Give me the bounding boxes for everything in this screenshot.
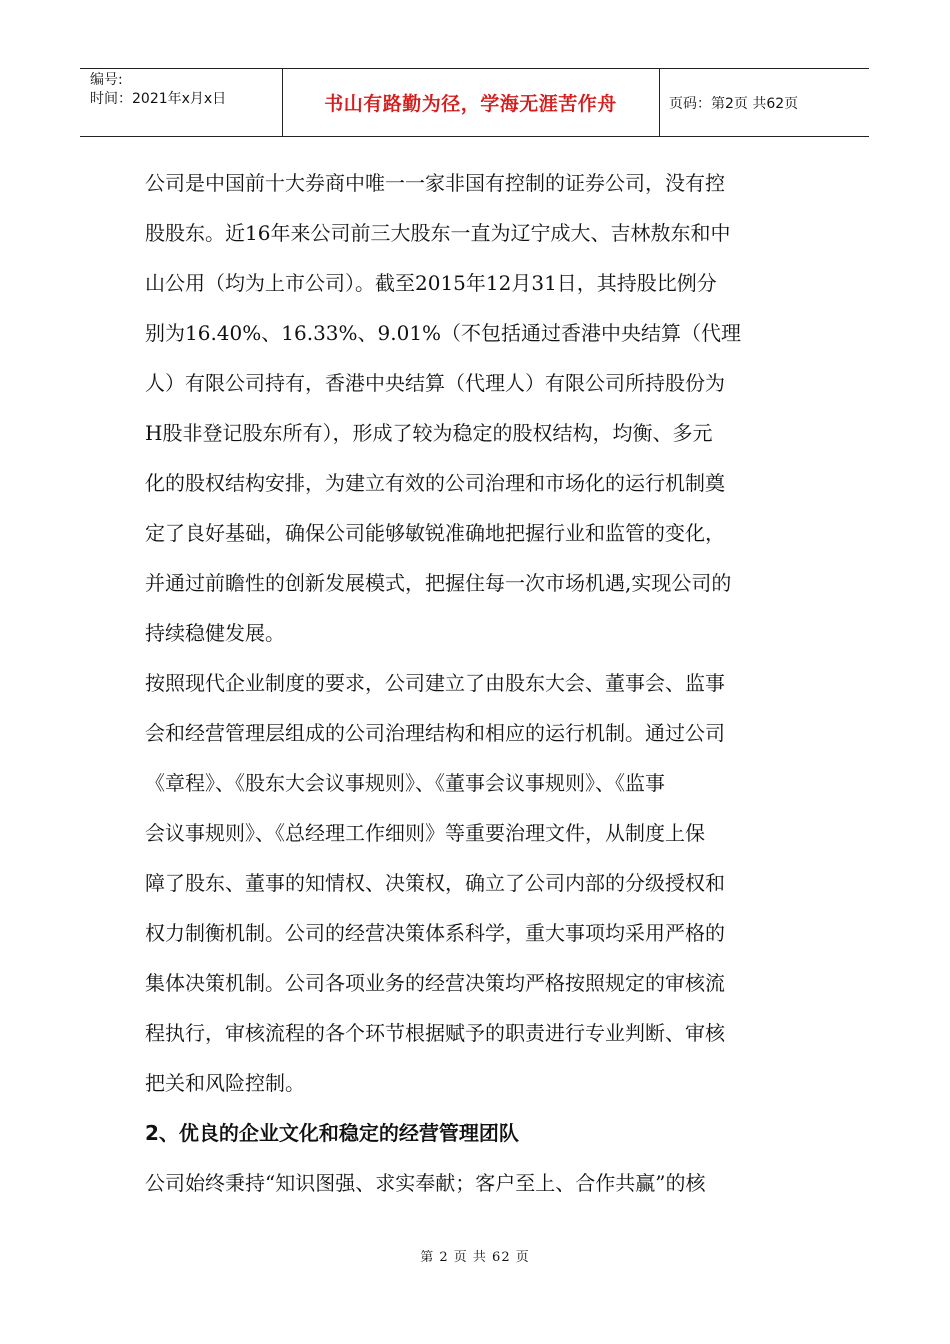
- body-line: 人）有限公司持有，香港中央结算（代理人）有限公司所持股份为: [145, 371, 725, 395]
- body-line: 权力制衡机制。公司的经营决策体系科学，重大事项均采用严格的: [145, 921, 725, 945]
- header-page-info: 页码：第2页 共62页: [669, 95, 799, 112]
- body-line: 定了良好基础，确保公司能够敏锐准确地把握行业和监管的变化，: [145, 521, 725, 545]
- body-line: 股股东。近16年来公司前三大股东一直为辽宁成大、吉林敖东和中: [145, 221, 731, 245]
- body-line: 山公用（均为上市公司）。截至2015年12月31日，其持股比例分: [145, 271, 717, 295]
- body-line: 程执行，审核流程的各个环节根据赋予的职责进行专业判断、审核: [145, 1021, 725, 1045]
- body-line: 公司始终秉持“知识图强、求实奉献；客户至上、合作共赢”的核: [145, 1171, 706, 1195]
- page-footer: 第 2 页 共 62 页: [420, 1250, 530, 1265]
- body-line: H股非登记股东所有），形成了较为稳定的股权结构，均衡、多元: [145, 421, 713, 445]
- document-header: [80, 68, 869, 137]
- body-line: 集体决策机制。公司各项业务的经营决策均严格按照规定的审核流: [145, 971, 725, 995]
- body-line: 持续稳健发展。: [145, 621, 285, 645]
- body-line: 按照现代企业制度的要求，公司建立了由股东大会、董事会、监事: [145, 671, 725, 695]
- document-body: [145, 158, 805, 1208]
- body-line: 会议事规则》、《总经理工作细则》等重要治理文件，从制度上保: [145, 821, 705, 845]
- body-line: 并通过前瞻性的创新发展模式，把握住每一次市场机遇,实现公司的: [145, 571, 732, 595]
- date-label: 时间：2021年x月x日: [90, 91, 227, 107]
- header-divider: [282, 69, 283, 136]
- body-line: 会和经营管理层组成的公司治理结构和相应的运行机制。通过公司: [145, 721, 725, 745]
- body-line: 《章程》、《股东大会议事规则》、《董事会议事规则》、《监事: [145, 771, 665, 795]
- body-line: 把关和风险控制。: [145, 1071, 305, 1095]
- body-line: 公司是中国前十大券商中唯一一家非国有控制的证券公司，没有控: [145, 171, 725, 195]
- section-heading: 2、优良的企业文化和稳定的经营管理团队: [145, 1121, 519, 1145]
- body-line: 别为16.40%、16.33%、9.01%（不包括通过香港中央结算（代理: [145, 321, 742, 345]
- header-motto: 书山有路勤为径，学海无涯苦作舟: [324, 93, 617, 115]
- header-divider: [659, 69, 660, 136]
- body-line: 障了股东、董事的知情权、决策权，确立了公司内部的分级授权和: [145, 871, 725, 895]
- body-line: 化的股权结构安排，为建立有效的公司治理和市场化的运行机制奠: [145, 471, 725, 495]
- serial-number-label: 编号:: [90, 72, 123, 88]
- header-meta: [90, 71, 280, 109]
